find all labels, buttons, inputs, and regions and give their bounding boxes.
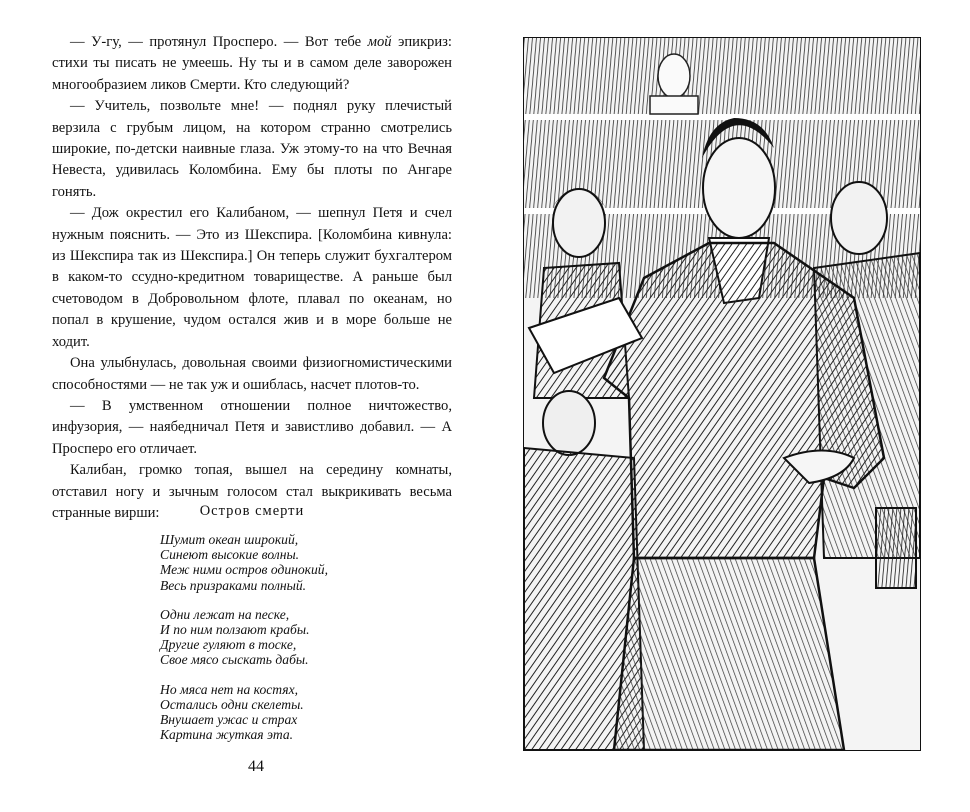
figure-right-head — [831, 182, 887, 254]
poem-line: Весь призраками полный. — [160, 577, 307, 593]
shelf-board — [524, 114, 920, 120]
poem-line: Меж ними остров одинокий, — [160, 562, 329, 578]
paragraph-5: — В умственном отношении полное ничтожество, инфузория, — наябедничал Петя и завистливо добавил. — А Просперо его отличает. — [52, 397, 452, 457]
bust-base — [650, 96, 698, 114]
figure-seated-head — [543, 391, 595, 455]
book — [876, 508, 916, 588]
paragraph-6: Калибан, громко топая, вышел на середину комнаты, отставил ногу и зычным голосом стал выкрикивать весьма странные вирши: — [52, 462, 452, 521]
speaker-trousers — [614, 558, 844, 750]
poem-line: Но мяса нет на костях, — [160, 681, 299, 697]
poem-line: Остались одни скелеты. — [160, 696, 304, 712]
paragraph-1: — У-гу, — протянул Просперо. — Вот тебе мой эпикриз: стихи ты писать не умеешь. Hу ты и в самом деле заворожен многообразием ликов Смерти. Кто следующий? — [52, 34, 452, 93]
figure-left-head — [553, 189, 605, 257]
poem — [160, 532, 420, 756]
poem-line: Синеют высокие волны. — [160, 547, 300, 563]
poem-line: Внушает ужас и страх — [160, 712, 298, 728]
poem-stanza-2 — [160, 607, 420, 668]
paragraph-3: — Дож окрестил его Калибаном, — шепнул Петя и счел нужным пояснить. — Это из Шекспира. [Коломбина кивнула: из Шекспира так из Шекспира.] Он теперь служит бухгалтером в каком-то ссудно-кредитном товариществе. А раньше был счетоводом в Добровольном флоте, плавал по океанам, но попал в крушение, чудом остался жив и в море больше не ходит. — [52, 205, 452, 350]
paragraph-2: — Учитель, позвольте мне! — поднял руку плечистый верзила с грубым лицом, на котором странно смотрелись широкие, по-детски наивные глаза. Уж этому-то на что Вечная Невеста, удивилась Коломбина. Ему бы плоты по Ангаре гонять. — [52, 98, 452, 200]
illustration — [523, 37, 921, 751]
paragraph-4: Она улыбнулась, довольная своими физиогномистическими способностями — не так уж и ошиблась, насчет плотов-то. — [52, 355, 452, 393]
page-number: 44 — [248, 758, 264, 775]
poem-line: Другие гуляют в тоске, — [160, 637, 297, 653]
poem-line: Картина жуткая эта. — [160, 727, 294, 743]
poem-line: Одни лежат на песке, — [160, 606, 290, 622]
poem-stanza-3 — [160, 682, 420, 743]
speaker-head — [703, 138, 775, 238]
poem-title: Остров смерти — [199, 503, 305, 519]
emphasis-word: мой — [367, 34, 392, 50]
poem-line: И по ним ползают крабы. — [160, 622, 310, 638]
poem-line: Свое мясо сыскать дабы. — [160, 652, 309, 668]
poem-stanza-1 — [160, 532, 420, 593]
bust-head — [658, 54, 690, 98]
left-page-text — [52, 32, 452, 524]
poem-line: Шумит океан широкий, — [160, 532, 299, 547]
illustration-drawing — [524, 38, 920, 750]
